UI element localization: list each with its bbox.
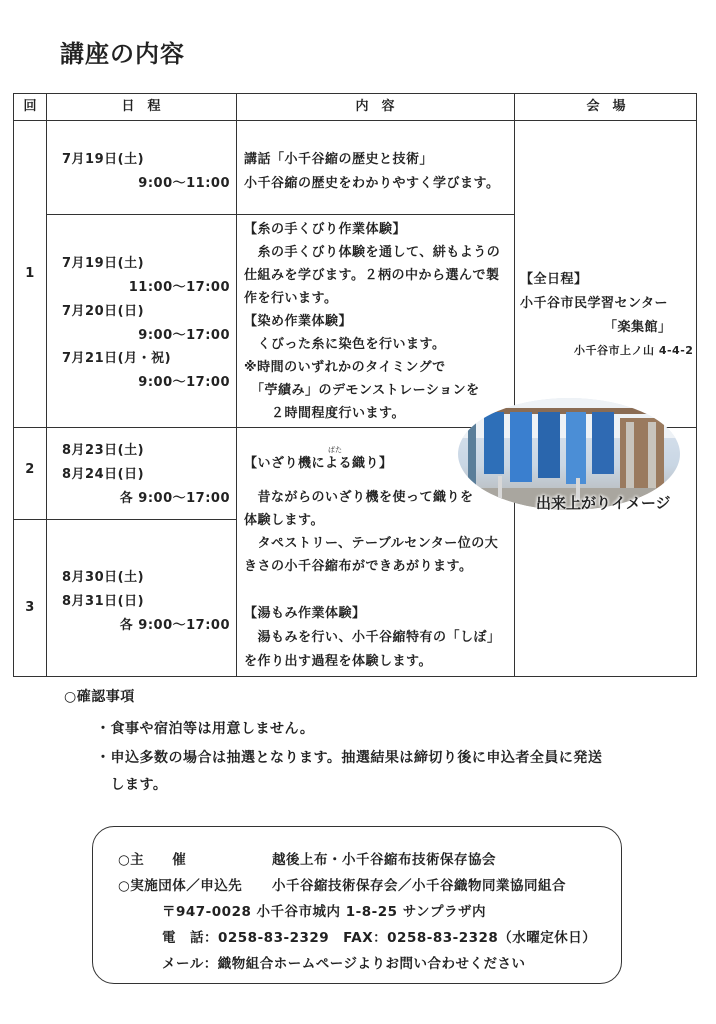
session-date: 8月31日(日)	[62, 594, 145, 609]
page-title: 講座の内容	[60, 40, 185, 68]
photo-caption: 出来上がりイメージ	[536, 494, 671, 512]
venue-subname: 「楽集館」	[604, 320, 672, 335]
venue-line: 【全日程】	[520, 272, 588, 287]
header-schedule: 日 程	[121, 99, 161, 114]
content-line: 仕組みを学びます。２柄の中から選んで製	[244, 268, 500, 283]
header-divider	[14, 120, 696, 121]
content-line: 【湯もみ作業体験】	[244, 606, 366, 621]
session-time: 各 9:00～17:00	[119, 491, 230, 506]
content-line: くびった糸に染色を行います。	[244, 337, 446, 352]
contact-address: 〒947-0028 小千谷市城内 1-8-25 サンプラザ内	[162, 904, 487, 920]
note-item: ・申込多数の場合は抽選となります。抽選結果は締切り後に申込者全員に発送	[96, 750, 603, 766]
session-time: 9:00～17:00	[138, 375, 230, 390]
content-line: 【染め作業体験】	[244, 314, 353, 329]
organizer-label: ○主 催	[118, 852, 187, 868]
content-line: 作を行います。	[244, 291, 338, 306]
content-line: タペストリー、テーブルセンター位の大	[244, 536, 499, 551]
session-date: 7月19日(土)	[62, 152, 145, 167]
content-line: 講話「小千谷縮の歴史と技術」	[244, 152, 434, 167]
contact-phone: 電 話：0258-83-2329 FAX：0258-83-2328（水曜定休日）	[162, 930, 597, 946]
contact-mail: メール：織物組合ホームページよりお問い合わせください	[162, 956, 526, 972]
content-line: を作り出す過程を体験します。	[244, 654, 432, 669]
content-line: 【糸の手くびり作業体験】	[244, 222, 407, 237]
content-line: 昔ながらのいざり機を使って織りを	[244, 490, 474, 505]
impl-label: ○実施団体／申込先	[118, 878, 243, 894]
column-divider	[46, 94, 47, 676]
column-divider	[514, 94, 515, 676]
note-item: します。	[96, 777, 168, 793]
schedule-table	[13, 93, 697, 677]
impl-name: 小千谷縮技術保存会／小千谷織物同業協同組合	[272, 878, 566, 894]
row-number: 1	[25, 266, 35, 281]
session-time: 9:00～11:00	[138, 176, 230, 191]
content-line: ※時間のいずれかのタイミングで	[244, 360, 446, 375]
session-date: 7月21日(月・祝)	[62, 351, 172, 366]
content-line: ２時間程度行います。	[244, 406, 405, 421]
session-time: 9:00～17:00	[138, 328, 230, 343]
venue-address: 小千谷市上ノ山 4-4-2	[574, 344, 694, 357]
session-date: 7月19日(土)	[62, 256, 145, 271]
row-number: 2	[25, 462, 35, 477]
organizer-name: 越後上布・小千谷縮布技術保存協会	[272, 852, 496, 868]
session-time: 各 9:00～17:00	[119, 618, 230, 633]
ruby-annotation: ばた	[328, 446, 342, 454]
header-venue: 会 場	[586, 99, 626, 114]
row-divider	[14, 519, 236, 520]
header-content: 内 容	[355, 99, 395, 114]
session-date: 8月23日(土)	[62, 443, 145, 458]
content-line: 糸の手くびり体験を通して、絣もようの	[244, 245, 501, 260]
session-date: 7月20日(日)	[62, 304, 145, 319]
venue-name: 小千谷市民学習センター	[520, 296, 668, 311]
session-date: 8月24日(日)	[62, 467, 145, 482]
content-line: きさの小千谷縮布ができあがります。	[244, 559, 473, 574]
header-no: 回	[23, 99, 37, 114]
content-line: 「苧績み」のデモンストレーションを	[244, 383, 480, 398]
content-line: 【いざり機による織り】	[244, 456, 393, 471]
row-number: 3	[25, 600, 35, 615]
row-divider	[46, 214, 514, 215]
notes-heading: ○確認事項	[64, 689, 135, 705]
session-time: 11:00～17:00	[128, 280, 230, 295]
content-line: 小千谷縮の歴史をわかりやすく学びます。	[244, 176, 500, 191]
column-divider	[236, 94, 237, 676]
note-item: ・食事や宿泊等は用意しません。	[96, 721, 315, 737]
content-line: 湯もみを行い、小千谷縮特有の「しぼ」	[244, 630, 501, 645]
session-date: 8月30日(土)	[62, 570, 145, 585]
content-line: 体験します。	[244, 513, 324, 528]
